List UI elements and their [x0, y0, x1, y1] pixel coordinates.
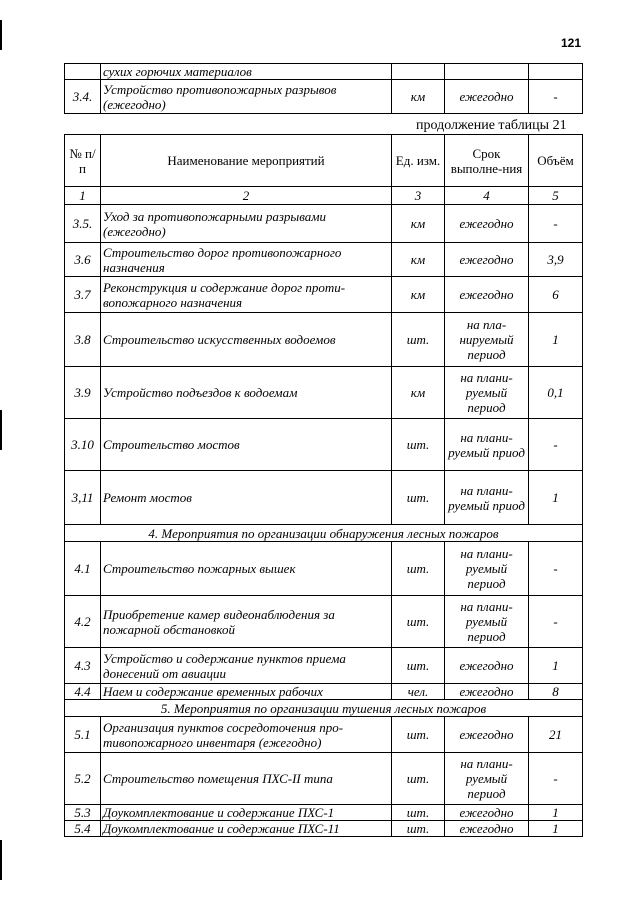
row-unit: шт. — [392, 753, 445, 805]
row-unit: км — [392, 367, 445, 419]
table-row — [65, 205, 583, 243]
section-title: 5. Мероприятия по организации тушения лесных пожаров — [65, 700, 583, 717]
row-volume: 6 — [529, 277, 583, 313]
table-row — [65, 419, 583, 471]
row-unit: шт. — [392, 419, 445, 471]
row-term: на плани-руемый период — [445, 753, 529, 805]
col-number: 4 — [445, 187, 529, 205]
row-name: Строительство мостов — [101, 419, 392, 471]
row-term: ежегодно — [445, 684, 529, 700]
row-num: 5.2 — [65, 753, 101, 805]
table-caption: продолжение таблицы 21 — [416, 118, 567, 133]
row-unit: км — [392, 80, 445, 114]
row-term: ежегодно — [445, 648, 529, 684]
section-row — [65, 700, 583, 717]
row-term: на плани-руемый период — [445, 367, 529, 419]
row-name: Организация пунктов сосредоточения про-тивопожарного инвентаря (ежегодно) — [101, 717, 392, 753]
row-unit: шт. — [392, 542, 445, 596]
row-volume: 8 — [529, 684, 583, 700]
table-row — [65, 243, 583, 277]
row-num: 5.3 — [65, 805, 101, 821]
row-term: ежегодно — [445, 243, 529, 277]
row-term: ежегодно — [445, 821, 529, 837]
row-volume: 21 — [529, 717, 583, 753]
table-row — [65, 717, 583, 753]
row-name: сухих горючих материалов — [101, 64, 392, 80]
row-num: 3,11 — [65, 471, 101, 525]
row-name: Уход за противопожарными разрывами (ежегодно) — [101, 205, 392, 243]
table-row — [65, 64, 583, 80]
row-num: 4.4 — [65, 684, 101, 700]
row-term: ежегодно — [445, 717, 529, 753]
row-unit: шт. — [392, 821, 445, 837]
row-term: на плани-руемый приод — [445, 419, 529, 471]
header-row — [65, 135, 583, 187]
binding-mark-top — [0, 20, 2, 50]
row-volume — [529, 64, 583, 80]
row-term: ежегодно — [445, 277, 529, 313]
table-row — [65, 648, 583, 684]
table-row — [65, 753, 583, 805]
row-num: 3.10 — [65, 419, 101, 471]
table-row — [65, 313, 583, 367]
row-unit: км — [392, 243, 445, 277]
column-number-row — [65, 187, 583, 205]
row-num: 3.7 — [65, 277, 101, 313]
row-unit: шт. — [392, 717, 445, 753]
row-volume: - — [529, 419, 583, 471]
row-num: 3.6 — [65, 243, 101, 277]
row-name: Доукомплектование и содержание ПХС-11 — [101, 821, 392, 837]
row-volume: 1 — [529, 821, 583, 837]
col-number: 1 — [65, 187, 101, 205]
row-term: на плани-руемый период — [445, 596, 529, 648]
row-unit: шт. — [392, 648, 445, 684]
row-num: 4.3 — [65, 648, 101, 684]
row-unit: шт. — [392, 805, 445, 821]
row-unit — [392, 64, 445, 80]
row-volume: - — [529, 753, 583, 805]
row-num: 3.9 — [65, 367, 101, 419]
row-num: 5.1 — [65, 717, 101, 753]
top-table — [64, 63, 583, 114]
table-row — [65, 367, 583, 419]
table-row — [65, 471, 583, 525]
row-term — [445, 64, 529, 80]
table-row — [65, 542, 583, 596]
page-number: 121 — [561, 36, 582, 50]
col-number: 5 — [529, 187, 583, 205]
header-volume: Объём — [529, 135, 583, 187]
col-number: 2 — [101, 187, 392, 205]
row-volume: - — [529, 80, 583, 114]
col-number: 3 — [392, 187, 445, 205]
header-unit: Ед. изм. — [392, 135, 445, 187]
table-row — [65, 277, 583, 313]
table-row — [65, 596, 583, 648]
row-name: Строительство помещения ПХС-II типа — [101, 753, 392, 805]
row-num: 4.2 — [65, 596, 101, 648]
section-title: 4. Мероприятия по организации обнаружения лесных пожаров — [65, 525, 583, 542]
row-name: Строительство искусственных водоемов — [101, 313, 392, 367]
row-unit: шт. — [392, 596, 445, 648]
section-row — [65, 525, 583, 542]
row-name: Наем и содержание временных рабочих — [101, 684, 392, 700]
main-table — [64, 134, 583, 837]
row-volume: 1 — [529, 471, 583, 525]
binding-mark-bottom — [0, 840, 2, 880]
row-num: 3.4. — [65, 80, 101, 114]
binding-mark-mid — [0, 410, 2, 450]
row-name: Строительство дорог противопожарного назначения — [101, 243, 392, 277]
row-unit: км — [392, 277, 445, 313]
row-unit: шт. — [392, 471, 445, 525]
row-term: ежегодно — [445, 80, 529, 114]
row-volume: 0,1 — [529, 367, 583, 419]
row-num — [65, 64, 101, 80]
row-unit: чел. — [392, 684, 445, 700]
row-volume: 1 — [529, 805, 583, 821]
row-num: 3.8 — [65, 313, 101, 367]
row-num: 5.4 — [65, 821, 101, 837]
row-num: 3.5. — [65, 205, 101, 243]
row-term: ежегодно — [445, 205, 529, 243]
header-name: Наименование мероприятий — [101, 135, 392, 187]
row-volume: 1 — [529, 648, 583, 684]
row-name: Устройство и содержание пунктов приема донесений от авиации — [101, 648, 392, 684]
row-volume: - — [529, 596, 583, 648]
header-term: Срок выполне-ния — [445, 135, 529, 187]
row-unit: шт. — [392, 313, 445, 367]
table-row — [65, 80, 583, 114]
row-unit: км — [392, 205, 445, 243]
row-term: на плани-руемый приод — [445, 471, 529, 525]
table-row — [65, 805, 583, 821]
row-term: ежегодно — [445, 805, 529, 821]
row-name: Ремонт мостов — [101, 471, 392, 525]
row-volume: - — [529, 205, 583, 243]
row-volume: 1 — [529, 313, 583, 367]
row-name: Устройство подъездов к водоемам — [101, 367, 392, 419]
row-name: Реконструкция и содержание дорог проти-вопожарного назначения — [101, 277, 392, 313]
row-name: Доукомплектование и содержание ПХС-1 — [101, 805, 392, 821]
table-row — [65, 684, 583, 700]
row-num: 4.1 — [65, 542, 101, 596]
row-term: на плани-руемый период — [445, 542, 529, 596]
row-name: Строительство пожарных вышек — [101, 542, 392, 596]
table-row — [65, 821, 583, 837]
row-name: Приобретение камер видеонаблюдения за пожарной обстановкой — [101, 596, 392, 648]
row-volume: - — [529, 542, 583, 596]
header-num: № п/п — [65, 135, 101, 187]
row-name: Устройство противопожарных разрывов (ежегодно) — [101, 80, 392, 114]
row-volume: 3,9 — [529, 243, 583, 277]
row-term: на пла-нируемый период — [445, 313, 529, 367]
